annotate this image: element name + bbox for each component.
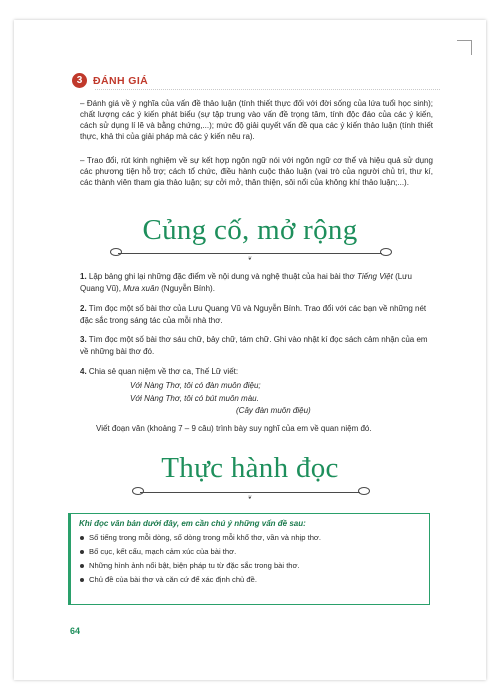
list-item: Chủ đề của bài thơ và căn cứ để xác định chủ đề.	[79, 573, 429, 587]
heading-ornament: ❦	[247, 495, 253, 501]
heading-underline	[140, 492, 360, 493]
heading-ornament: ❦	[247, 256, 253, 262]
task-text: Tìm đọc một số bài thơ của Lưu Quang Vũ và Nguyễn Bính. Trao đổi với các bạn về những nét đặc sắc trong sáng tác của mỗi nhà thơ.	[80, 304, 427, 325]
work-title: Mưa xuân	[123, 283, 159, 293]
task-text: Chia sẻ quan niệm về thơ ca, Thế Lữ viết:	[86, 367, 239, 376]
section-title: ĐÁNH GIÁ	[93, 74, 149, 87]
reading-guide-list	[79, 531, 429, 587]
task-3	[80, 334, 435, 357]
section-header	[72, 73, 148, 88]
practice-heading: Thực hành đọc	[161, 452, 339, 484]
page-corner-mark	[457, 40, 472, 55]
section-number-badge: 3	[72, 73, 87, 88]
poem-source: (Cây đàn muôn điệu)	[236, 406, 311, 415]
task-4	[80, 366, 435, 378]
task-number: 3.	[80, 335, 87, 344]
task-number: 1.	[80, 272, 87, 281]
task-text: (Nguyễn Bính).	[158, 283, 215, 293]
task-number: 4.	[80, 367, 87, 376]
reading-guide-box	[68, 513, 430, 605]
poem-line-1: Với Nàng Thơ, tôi có đàn muôn điệu;	[130, 381, 261, 390]
heading-underline	[118, 253, 382, 254]
heading-flourish-right	[380, 248, 392, 256]
task-1	[80, 271, 435, 294]
list-item: Số tiếng trong mỗi dòng, số dòng trong mỗi khổ thơ, vần và nhịp thơ.	[79, 531, 429, 545]
poem-line-2: Với Nàng Thơ, tôi có bút muôn màu.	[130, 394, 259, 403]
task-4-closing: Viết đoạn văn (khoảng 7 – 9 câu) trình bày suy nghĩ của em về quan niệm đó.	[96, 424, 372, 433]
list-item: Bố cục, kết cấu, mạch cảm xúc của bài thơ.	[79, 545, 429, 559]
task-text: Tìm đọc một số bài thơ sáu chữ, bảy chữ, tám chữ. Ghi vào nhật kí đọc sách cảm nhận của em về những bài thơ đó.	[80, 335, 428, 356]
task-number: 2.	[80, 304, 87, 313]
heading-flourish-right	[358, 487, 370, 495]
page-number: 64	[70, 626, 81, 636]
consolidate-heading: Củng cố, mở rộng	[142, 214, 358, 246]
list-item: Những hình ảnh nổi bật, biện pháp tu từ đặc sắc trong bài thơ.	[79, 559, 429, 573]
section-divider	[95, 89, 440, 90]
reading-guide-title: Khi đọc văn bản dưới đây, em cần chú ý những vấn đề sau:	[79, 519, 306, 528]
heading-flourish-left	[110, 248, 122, 256]
evaluation-paragraph-1: – Đánh giá về ý nghĩa của vấn đề thảo luận (tính thiết thực đối với đời sống của lứa tuổi học sinh); chất lượng các ý kiến phát biểu (sự tập trung vào vấn đề trọng tâm, tính độc đáo của các ý kiến, cách sử dụng lí lẽ và bằng chứng,...); mức độ giải quyết vấn đề qua các ý kiến thảo luận (tính thiết thực, khả thi của giải pháp mà các ý kiến nêu ra).	[80, 99, 433, 141]
evaluation-paragraph-2: – Trao đổi, rút kinh nghiệm về sự kết hợp ngôn ngữ nói với ngôn ngữ cơ thể và hiệu quả sử dụng các phương tiện hỗ trợ; cách tổ chức, điều hành cuộc thảo luận (vai trò của người chủ trì, thư kí, các thành viên tham gia thảo luận; sự cởi mở, thân thiện, sôi nổi của không khí thảo luận;...).	[80, 156, 433, 187]
heading-flourish-left	[132, 487, 144, 495]
task-2	[80, 303, 435, 326]
task-text: (Lưu Quang Vũ),	[80, 272, 412, 293]
work-title: Tiếng Việt	[357, 272, 393, 281]
task-text: Lập bảng ghi lại những đặc điểm về nội dung và nghệ thuật của hai bài thơ	[86, 272, 358, 281]
